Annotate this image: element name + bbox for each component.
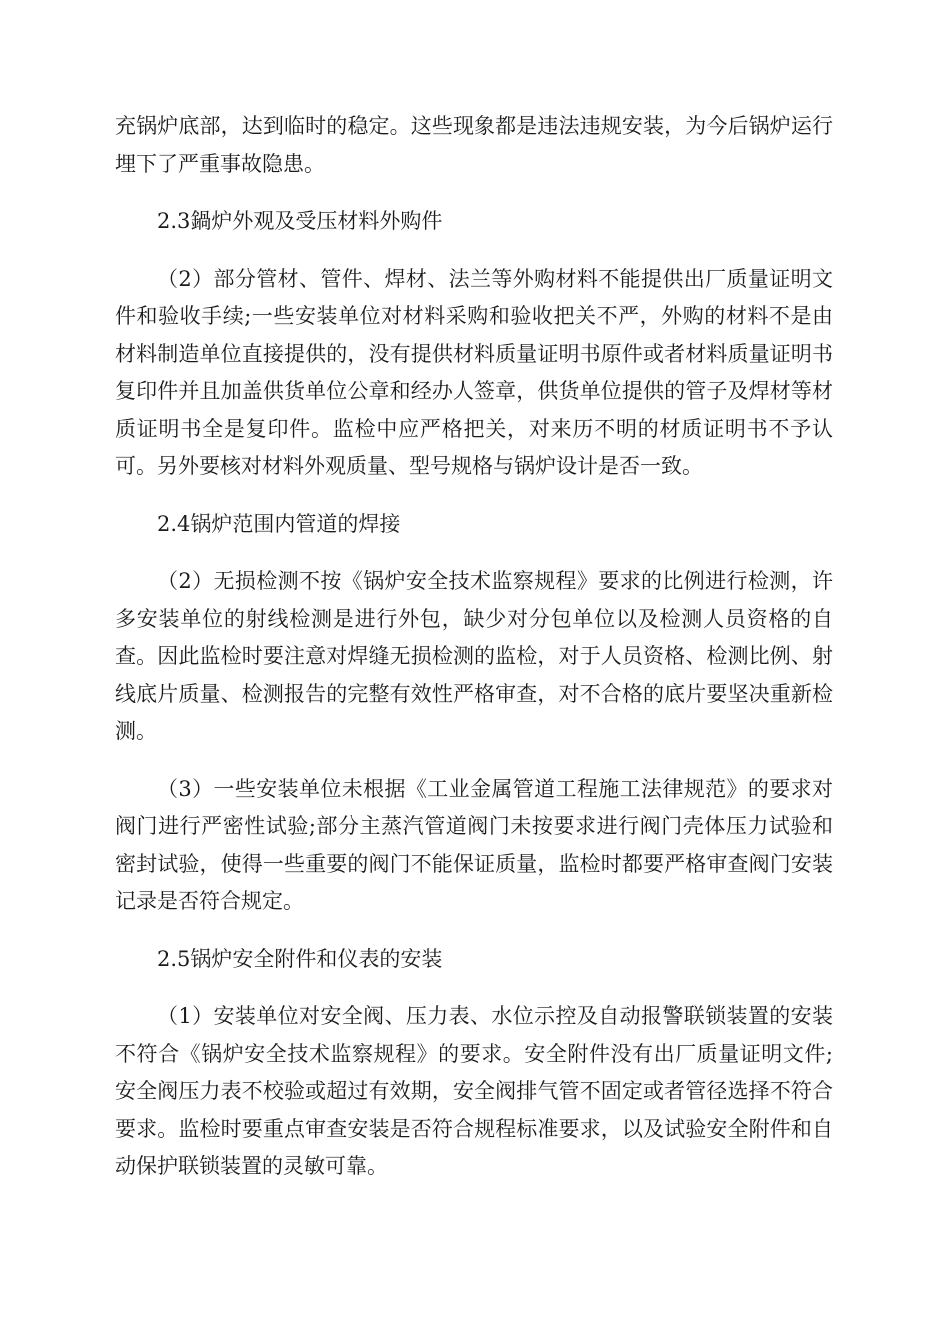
section-heading-2-5: 2.5锅炉安全附件和仪表的安装 <box>157 946 443 971</box>
paragraph-safety-accessories: （1）安装单位对安全阀、压力表、水位示控及自动报警联锁装置的安装不符合《锅炉安全技术监察规程》的要求。安全附件没有出厂质量证明文件;安全阀压力表不校验或超过有效期，安全阀排气管不固定或者管径选择不符合要求。监检时要重点审查安装是否符合规程标准要求，以及试验安全附件和自动保护联锁装置的灵敏可靠。 <box>115 1004 833 1178</box>
document-body <box>115 108 833 1206</box>
paragraph-purchased-materials: （2）部分管材、管件、焊材、法兰等外购材料不能提供出厂质量证明文件和验收手续;一些安装单位对材料采购和验收把关不严，外购的材料不是由材料制造单位直接提供的，没有提供材料质量证明书原件或者材料质量证明书复印件并且加盖供货单位公章和经办人签章，供货单位提供的管子及焊材等材质证明书全是复印件。监检中应严格把关，对来历不明的材质证明书不予认可。另外要核对材料外观质量、型号规格与锅炉设计是否一致。 <box>115 266 833 478</box>
paragraph-valve-tightness-test: （3）一些安装单位未根据《工业金属管道工程施工法律规范》的要求对阀门进行严密性试验;部分主蒸汽管道阀门未按要求进行阀门壳体压力试验和密封试验，使得一些重要的阀门不能保证质量，监检时都要严格审查阀门安装记录是否符合规定。 <box>115 776 833 913</box>
paragraph-continuation: 充锅炉底部，达到临时的稳定。这些现象都是违法违规安装，为今后锅炉运行埋下了严重事故隐患。 <box>115 114 833 176</box>
section-heading-2-4: 2.4锅炉范围内管道的焊接 <box>157 511 401 536</box>
section-heading-2-3: 2.3鍋炉外观及受压材料外购件 <box>157 209 443 233</box>
paragraph-nondestructive-testing: （2）无损检测不按《锅炉安全技术监察规程》要求的比例进行检测，许多安装单位的射线检测是进行外包，缺少对分包单位以及检测人员资格的自查。因此监检时要注意对焊缝无损检测的监检，对于人员资格、检测比例、射线底片质量、检测报告的完整有效性严格审查，对不合格的底片要坚决重新检测。 <box>115 569 833 743</box>
